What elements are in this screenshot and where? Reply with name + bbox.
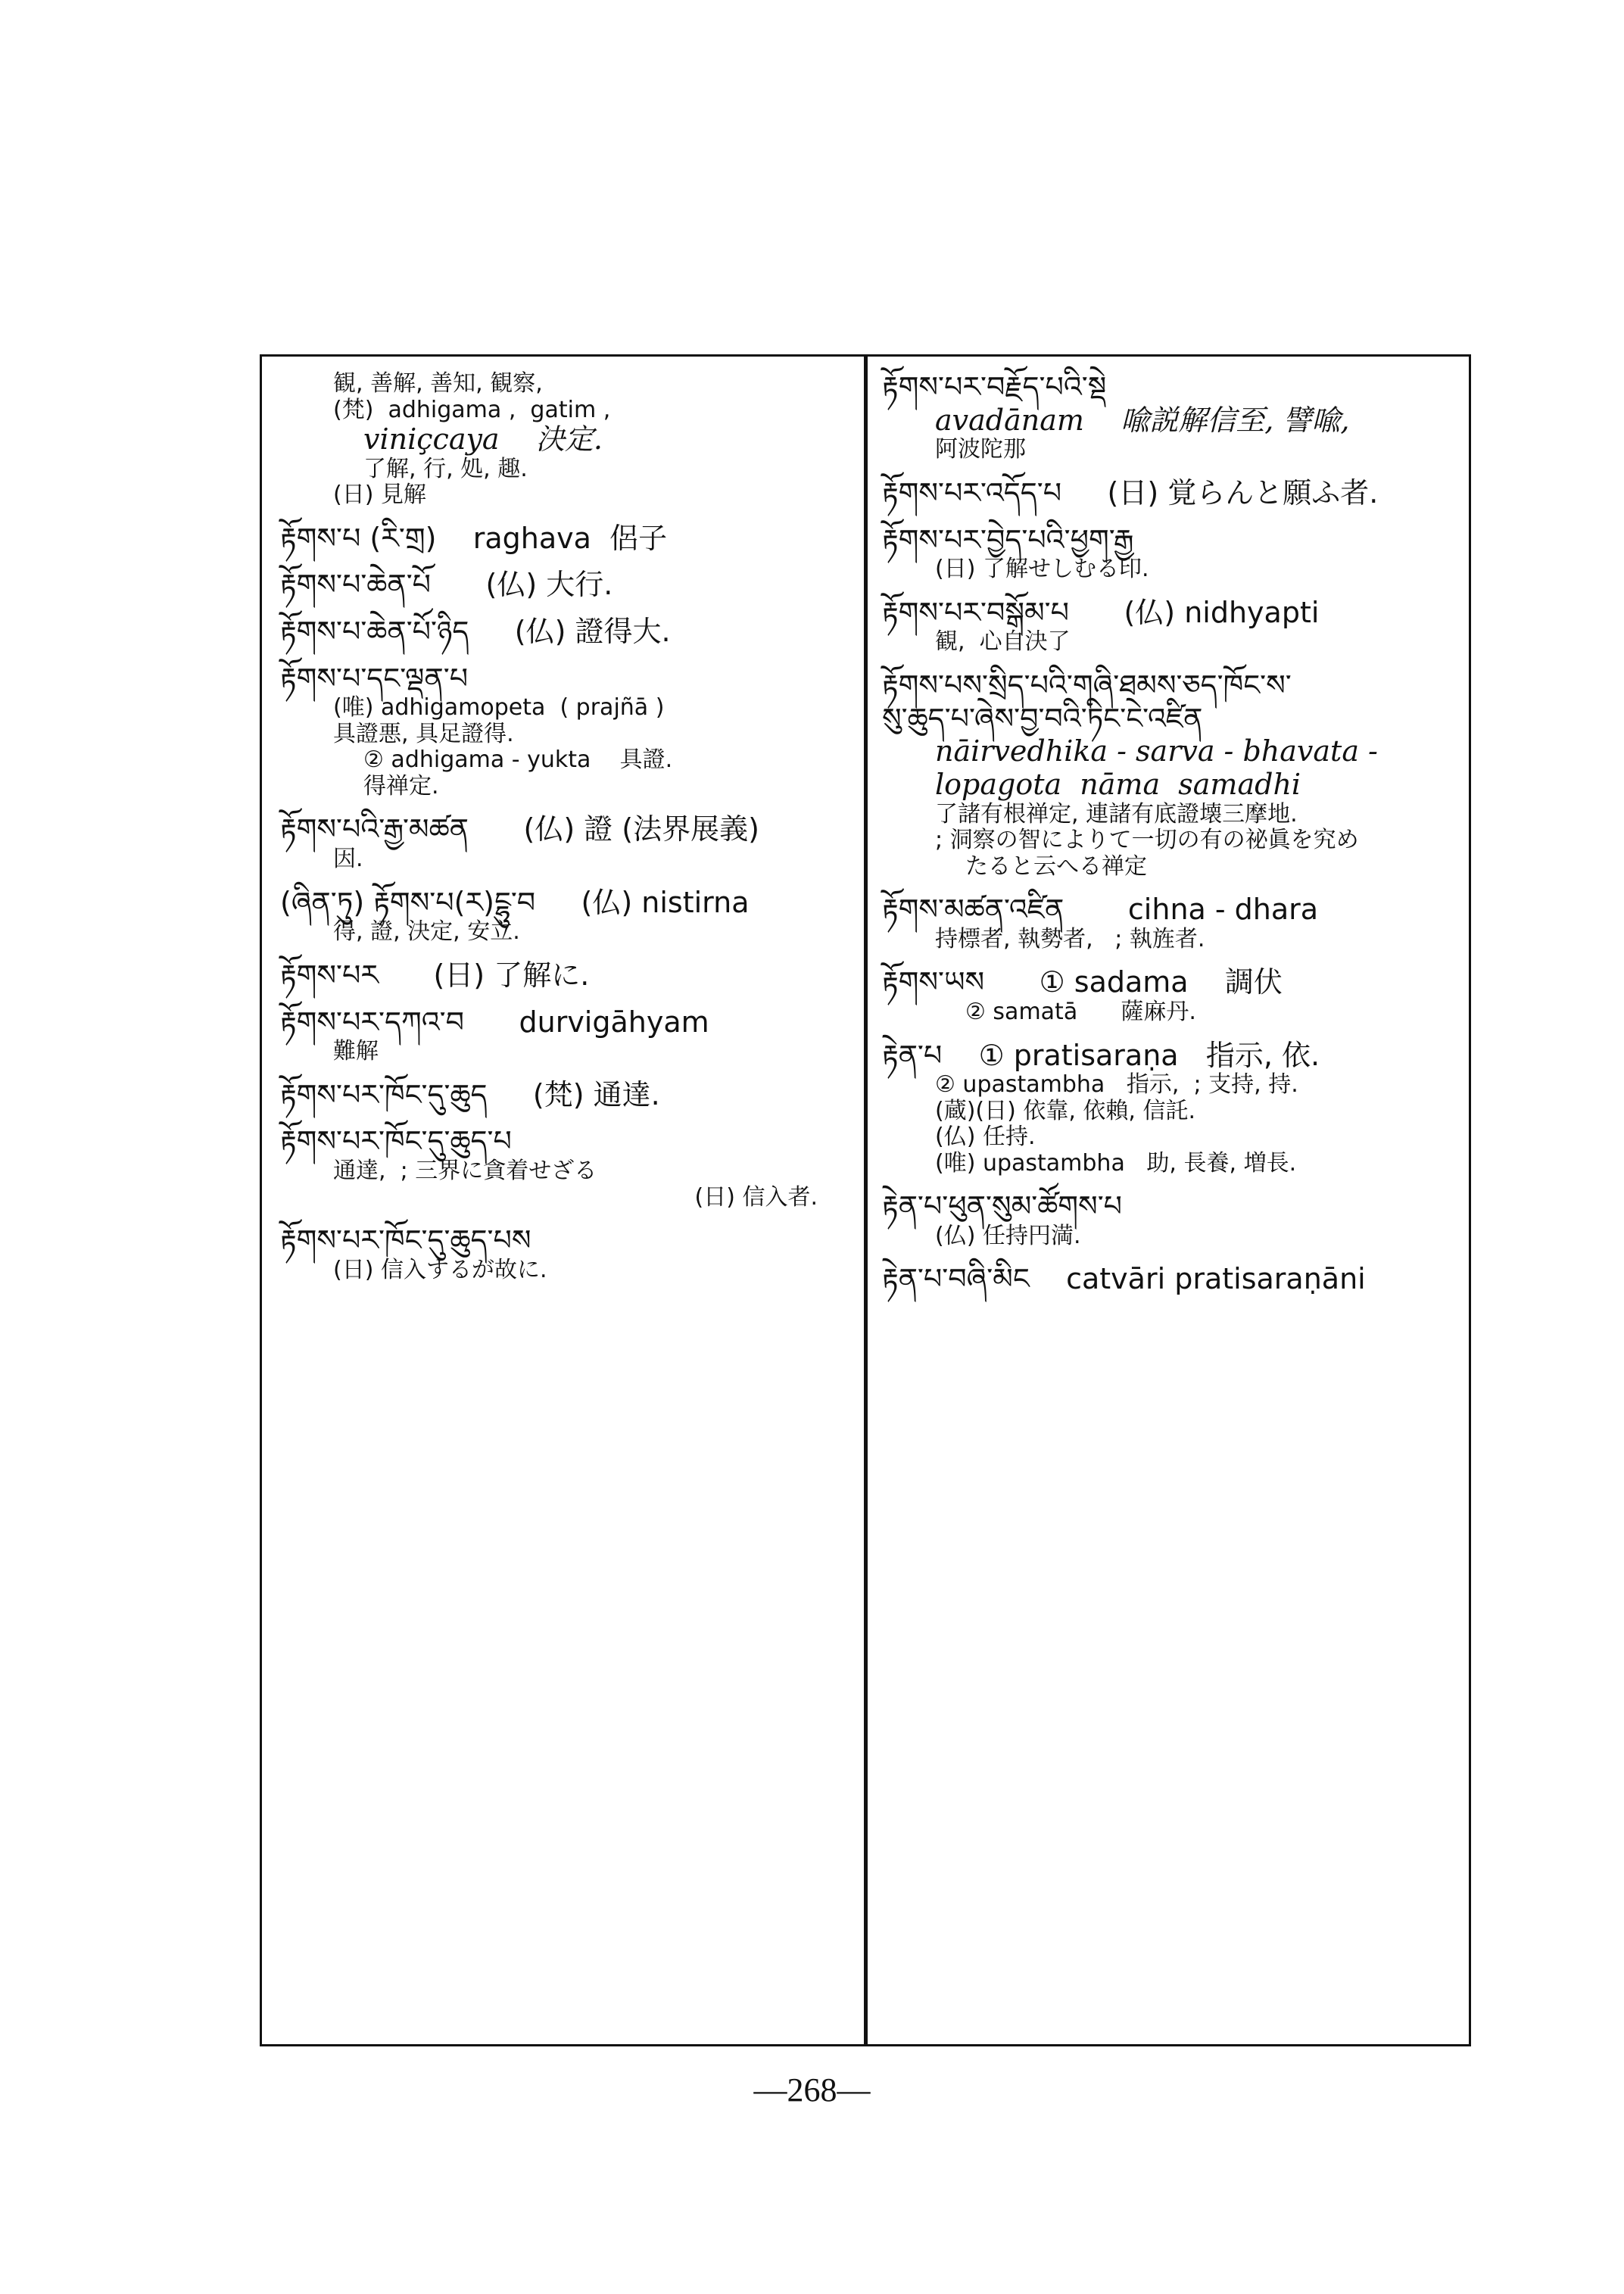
- dictionary-entry: [280, 1224, 848, 1283]
- entry-headword-line: རྟོགས་མཚན་འཛིན cihna - dhara: [882, 893, 1319, 927]
- entry-headword-line: རྟོགས་པས་སྲིད་པའི་གཞི་ཐམས་ཅད་ཁོང་ས་: [882, 668, 1292, 702]
- entry-definition-line: (蔵)(日) 依靠, 依賴, 信託.: [935, 1097, 1196, 1124]
- dictionary-entry: [882, 597, 1457, 656]
- entry-definition-line: (日) 見解: [333, 482, 426, 509]
- dictionary-entry: [882, 371, 1457, 463]
- dictionary-entry: [280, 813, 848, 872]
- entry-definition-line: viniçcaya 決定.: [363, 422, 603, 456]
- dictionary-entry: [280, 887, 848, 946]
- dictionary-entry: [882, 893, 1457, 952]
- entry-definition-line: (唯) upastambha 助, 長養, 増長.: [935, 1149, 1297, 1177]
- entry-headword-line: (ཞིན་ཏུ) རྟོགས་པ(ར)ངྷུ་བ (仏) nistirna: [280, 885, 750, 919]
- entry-definition-line: nāirvedhika - sarva - bhavata -: [935, 734, 1378, 768]
- entry-headword-line: རྟོགས་པར་དཀའ་བ durvigāhyam: [280, 1005, 709, 1039]
- entry-definition-line: 了解, 行, 処, 趣.: [363, 455, 528, 482]
- dictionary-entry: [280, 616, 848, 649]
- dictionary-entry: [882, 524, 1457, 583]
- right-column: [882, 371, 1457, 1310]
- entry-definition-line: (日) 信入するが故に.: [333, 1256, 547, 1283]
- dictionary-entry: [280, 371, 848, 509]
- entry-definition-line: 因.: [333, 846, 363, 873]
- entry-definition-line: 難解: [333, 1038, 379, 1065]
- dictionary-entry: [882, 1263, 1457, 1296]
- entry-definition-line: lopagota nāma samadhi: [935, 768, 1301, 801]
- entry-headword-line: རྟོགས་པར་བརྗོད་པའི་སྡེ: [882, 370, 1107, 404]
- entry-definition-line: avadānam 喩説解信至, 譬喩,: [935, 403, 1350, 437]
- entry-headword-line: རྟོགས་པར་ཁོང་དུ་ཆུད (梵) 通達.: [280, 1077, 660, 1111]
- entry-definition-line: 阿波陀那: [935, 436, 1026, 463]
- column-divider: [864, 354, 868, 2046]
- dictionary-entry: [882, 966, 1457, 1025]
- entry-headword-line: རྟོགས་པར་ཁོང་དུ་ཆུད་པ: [280, 1124, 512, 1158]
- entry-headword-line: རྟོགས་ཡས ① sadama 調伏: [882, 965, 1283, 999]
- entry-headword-line: རྟོགས་པ (རི་གྲ) raghava 侶子: [280, 521, 668, 555]
- entry-definition-line: ② adhigama - yukta 具證.: [363, 746, 673, 774]
- page-number: —268—: [753, 2071, 871, 2109]
- entry-definition-line: 得禅定.: [363, 772, 439, 799]
- dictionary-entry: [280, 522, 848, 556]
- entry-definition-line: ② upastambha 指示, ; 支持, 持.: [935, 1071, 1298, 1099]
- entry-definition-line: たると云へる禅定: [965, 852, 1147, 880]
- entry-definition-line: སུ་ཆུད་པ་ཞེས་བྱ་བའི་ཏིང་ངེ་འཛིན: [882, 701, 1203, 735]
- entry-headword-line: རྟེན་པ་བཞི་མིང catvāri pratisaraṇāni: [882, 1262, 1366, 1296]
- entry-headword-line: རྟོགས་པ་དང་ལྡན་པ: [280, 661, 469, 695]
- entry-headword-line: རྟེན་པ ① pratisaraṇa 指示, 依.: [882, 1038, 1320, 1072]
- entry-definition-line: 観, 心自決了: [935, 628, 1071, 656]
- entry-definition-line: 持標者, 執勢者, ; 執旌者.: [935, 925, 1205, 952]
- entry-headword-line: རྟོགས་པར་བྱེད་པའི་ཕྱག་རྒྱ: [882, 522, 1134, 556]
- entry-definition-line: (仏) 任持円満.: [935, 1222, 1081, 1249]
- entry-headword-line: རྟེན་པ་ཕུན་སུམ་ཚོགས་པ: [882, 1189, 1123, 1223]
- entry-definition-line: 通達, ; 三界に貪着せざる: [333, 1158, 597, 1185]
- entry-definition-line: 了諸有根禅定, 連諸有底證壊三摩地.: [935, 800, 1298, 828]
- entry-headword-line: རྟོགས་པའི་རྒྱ་མཚན (仏) 證 (法界展義): [280, 812, 759, 846]
- entry-definition-line: 得, 證, 決定, 安立.: [333, 918, 520, 946]
- left-column: [280, 371, 848, 1297]
- entry-definition-line: 具證悪, 具足證得.: [333, 720, 514, 747]
- entry-definition-line: (唯) adhigamopeta ( prajñā ): [333, 694, 665, 722]
- entry-definition-line: (日) 了解せしむる印.: [935, 556, 1149, 583]
- dictionary-entry: [280, 662, 848, 800]
- entry-definition-line: (日) 信入者.: [694, 1183, 818, 1211]
- entry-headword-line: རྟོགས་པ་ཆེན་པོ (仏) 大行.: [280, 568, 613, 602]
- dictionary-entry: [280, 569, 848, 602]
- dictionary-entry: [280, 1006, 848, 1065]
- entry-definition-line: ② samatā 薩麻丹.: [965, 999, 1196, 1026]
- dictionary-entry: [280, 959, 848, 993]
- dictionary-entry: [882, 1190, 1457, 1249]
- entry-headword-line: རྟོགས་པར་ཁོང་དུ་ཆུད་པས: [280, 1223, 531, 1258]
- dictionary-entry: [280, 1079, 848, 1112]
- dictionary-entry: [882, 477, 1457, 510]
- entry-headword-line: རྟོགས་པར་འདོད་པ (日) 覚らんと願ふ者.: [882, 475, 1379, 510]
- entry-headword-line: རྟོགས་པ་ཆེན་པོ་ཉིད (仏) 證得大.: [280, 615, 671, 649]
- entry-definition-line: (梵) adhigama , gatim ,: [333, 396, 611, 423]
- entry-headword-line: 観, 善解, 善知, 観察,: [333, 370, 543, 397]
- dictionary-entry: [280, 1125, 848, 1211]
- entry-definition-line: (仏) 任持.: [935, 1124, 1036, 1151]
- entry-headword-line: རྟོགས་པར་བསྒོམ་པ (仏) nidhyapti: [882, 595, 1320, 629]
- entry-headword-line: རྟོགས་པར (日) 了解に.: [280, 958, 590, 992]
- dictionary-entry: [882, 669, 1457, 880]
- entry-definition-line: ; 洞察の智によりて一切の有の祕眞を究め: [935, 827, 1359, 854]
- dictionary-entry: [882, 1039, 1457, 1177]
